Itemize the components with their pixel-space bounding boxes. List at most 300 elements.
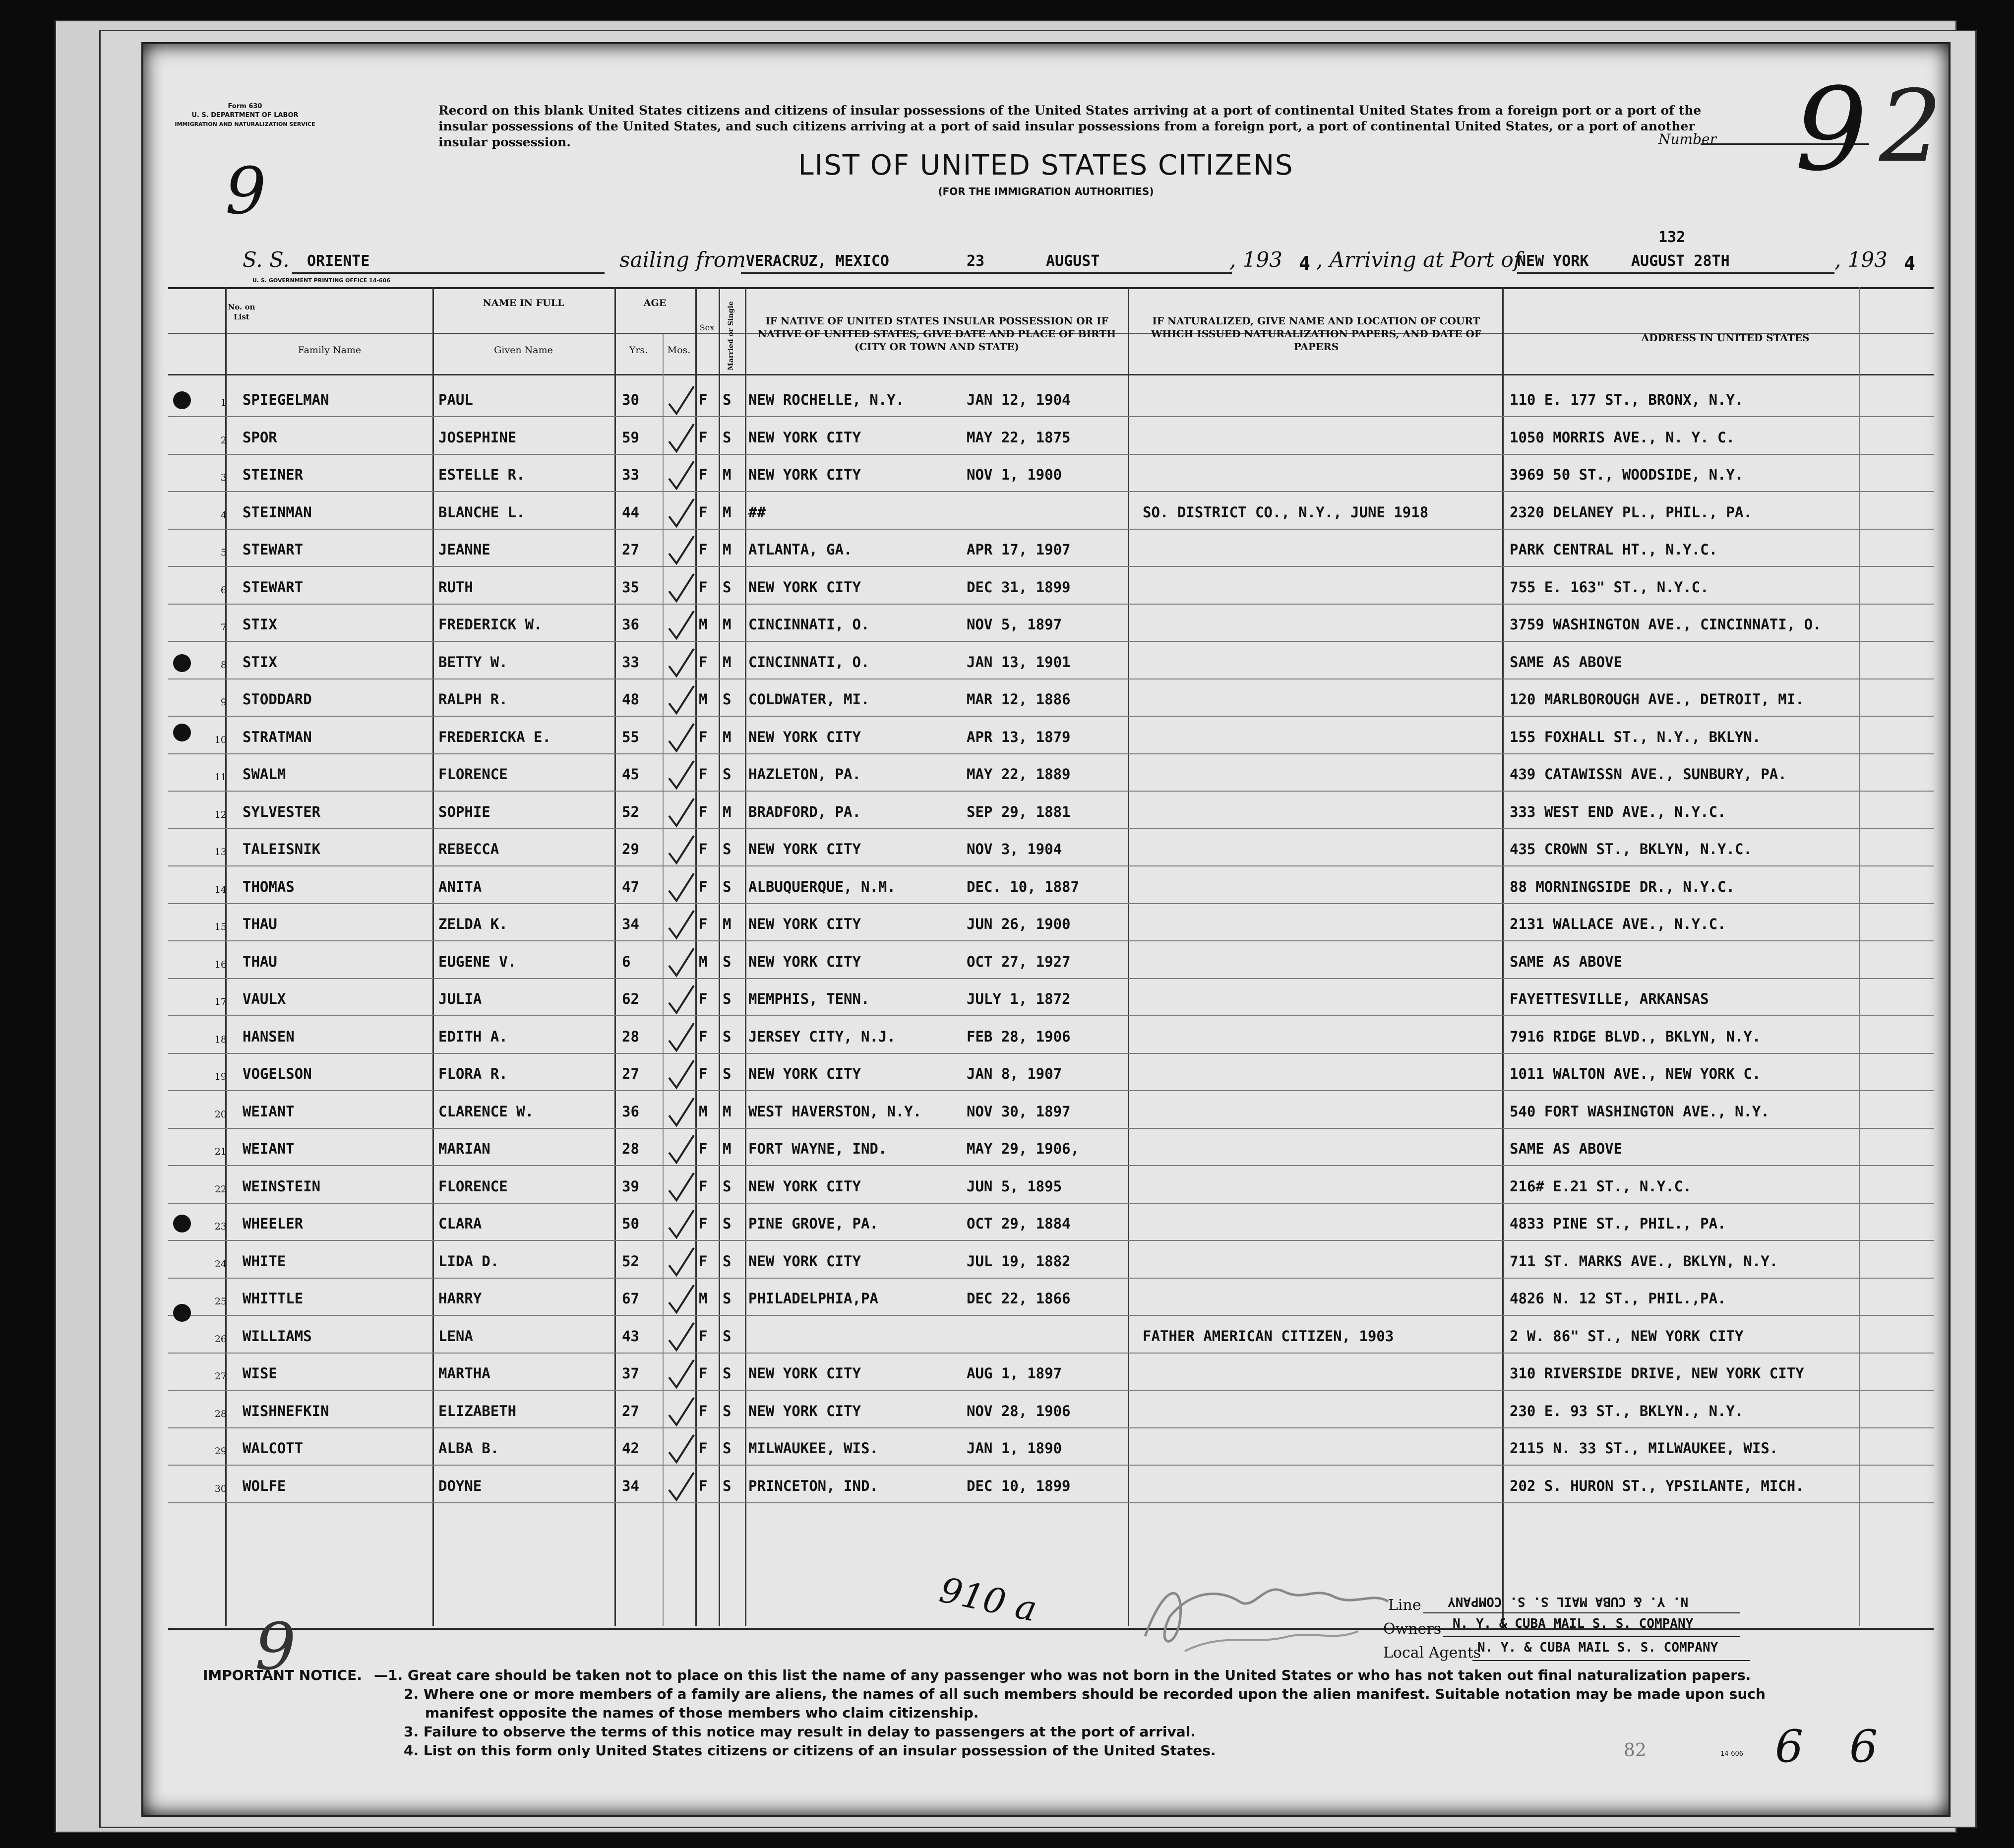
birth-date: MAY 22, 1875	[967, 429, 1071, 446]
family-name: VOGELSON	[243, 1065, 312, 1082]
sex: F	[699, 766, 708, 783]
age-years: 67	[622, 1290, 639, 1307]
check-mark-icon	[664, 534, 699, 568]
family-name: WHITE	[243, 1252, 286, 1270]
birth-date: JAN 13, 1901	[967, 653, 1071, 671]
us-address: SAME AS ABOVE	[1510, 653, 1622, 671]
age-years: 37	[622, 1365, 639, 1382]
marital-status: M	[723, 1140, 732, 1157]
col-no-header: No. on List	[228, 303, 255, 321]
given-name: CLARENCE W.	[438, 1103, 534, 1120]
number-label: Number	[1658, 131, 1716, 147]
row-number: 7	[220, 622, 227, 633]
age-years: 29	[622, 841, 639, 858]
given-name: DOYNE	[438, 1477, 482, 1494]
punch-hole	[173, 391, 191, 409]
row-rule	[168, 1015, 1934, 1016]
col-naturalized-header: IF NATURALIZED, GIVE NAME AND LOCATION OF COURT WHICH ISSUED NATURALIZATION PAPERS, AND DATE OF PAPERS	[1151, 315, 1482, 353]
us-address: SAME AS ABOVE	[1510, 953, 1622, 970]
age-years: 39	[622, 1177, 639, 1195]
handwritten-six-b: 6	[1849, 1721, 1878, 1773]
sex: M	[699, 1290, 708, 1307]
age-years: 52	[622, 1252, 639, 1270]
row-number: 17	[214, 996, 227, 1007]
naturalization: SO. DISTRICT CO., N.Y., JUNE 1918	[1143, 503, 1429, 521]
family-name: STEINER	[243, 466, 304, 483]
line-label: Line	[1388, 1597, 1421, 1614]
arriving-label: , Arriving at Port of	[1316, 247, 1522, 272]
marital-status: M	[723, 1103, 732, 1120]
handwritten-corner-left: 9	[225, 153, 266, 229]
age-years: 27	[622, 541, 639, 558]
marital-status: S	[723, 1215, 732, 1232]
sail-year-digit: 4	[1299, 252, 1310, 274]
given-name: REBECCA	[438, 841, 499, 858]
check-mark-icon	[664, 1096, 699, 1130]
marital-status: S	[723, 1365, 732, 1382]
birth-date: MAY 29, 1906,	[967, 1140, 1079, 1157]
marital-status: S	[723, 1402, 732, 1419]
punch-hole	[173, 1215, 191, 1232]
us-address: 755 E. 163" ST., N.Y.C.	[1510, 578, 1709, 596]
age-years: 59	[622, 429, 639, 446]
age-years: 55	[622, 728, 639, 745]
ship-name: ORIENTE	[307, 252, 370, 270]
given-name: RALPH R.	[438, 691, 508, 708]
row-number: 8	[220, 659, 227, 671]
us-address: 7916 RIDGE BLVD., BKLYN, N.Y.	[1510, 1028, 1761, 1045]
given-name: HARRY	[438, 1290, 482, 1307]
check-mark-icon	[664, 1320, 699, 1355]
sex: F	[699, 1477, 708, 1494]
handwritten-corner-right: 2	[1879, 69, 1943, 185]
family-name: SYLVESTER	[243, 803, 321, 820]
us-address: 1011 WALTON AVE., NEW YORK C.	[1510, 1065, 1761, 1082]
sex: M	[699, 691, 708, 708]
sex: F	[699, 1140, 708, 1157]
us-address: 230 E. 93 ST., BKLYN., N.Y.	[1510, 1402, 1744, 1419]
sail-month: AUGUST	[1046, 252, 1100, 270]
age-years: 36	[622, 1103, 639, 1120]
owners-label: Owners	[1383, 1620, 1442, 1638]
check-mark-icon	[664, 758, 699, 793]
birth-place: NEW YORK CITY	[748, 1177, 861, 1195]
check-mark-icon	[664, 683, 699, 718]
handwritten-number: 9	[1795, 64, 1868, 196]
check-mark-icon	[664, 1058, 699, 1093]
check-mark-icon	[664, 1245, 699, 1280]
col-age-header: AGE	[643, 298, 667, 308]
birth-place: PINE GROVE, PA.	[748, 1215, 878, 1232]
given-name: BETTY W.	[438, 653, 508, 671]
check-mark-icon	[664, 1133, 699, 1168]
given-name: EUGENE V.	[438, 953, 517, 970]
row-rule	[168, 1465, 1934, 1466]
col-given-header: Given Name	[494, 345, 553, 356]
printer-line: U. S. GOVERNMENT PRINTING OFFICE 14-606	[252, 277, 390, 284]
family-name: STEWART	[243, 541, 304, 558]
ss-label: S. S.	[243, 247, 290, 272]
age-years: 28	[622, 1140, 639, 1157]
given-name: CLARA	[438, 1215, 482, 1232]
given-name: SOPHIE	[438, 803, 490, 820]
row-number: 24	[214, 1258, 227, 1270]
family-name: STIX	[243, 616, 277, 633]
family-name: SPOR	[243, 429, 277, 446]
birth-place: NEW YORK CITY	[748, 841, 861, 858]
row-rule	[168, 828, 1934, 829]
form-instructions: Record on this blank United States citizens and citizens of insular possessions of the United States arriving at a port of continental United States from a foreign port or a port of the insular possessions of the United States, and such citizens arriving at a port of said insular possessions from a foreign port, a port of continental United States, or a port of another insular possession.	[438, 103, 1702, 149]
check-mark-icon	[664, 1021, 699, 1055]
age-years: 50	[622, 1215, 639, 1232]
check-mark-icon	[664, 721, 699, 756]
given-name: ALBA B.	[438, 1440, 499, 1457]
birth-date: DEC. 10, 1887	[967, 878, 1079, 895]
row-rule	[168, 641, 1934, 642]
family-name: HANSEN	[243, 1028, 295, 1045]
birth-place: CINCINNATI, O.	[748, 653, 870, 671]
given-name: JULIA	[438, 990, 482, 1007]
row-rule	[168, 491, 1934, 492]
sex: M	[699, 616, 708, 633]
birth-place: WEST HAVERSTON, N.Y.	[748, 1103, 922, 1120]
form-code: 14-606	[1720, 1750, 1744, 1758]
us-address: 439 CATAWISSN AVE., SUNBURY, PA.	[1510, 766, 1787, 783]
birth-date: DEC 31, 1899	[967, 578, 1071, 596]
marital-status: S	[723, 953, 732, 970]
age-years: 6	[622, 953, 631, 970]
row-number: 25	[214, 1296, 227, 1307]
punch-hole	[173, 1304, 191, 1322]
col-mos-header: Mos.	[667, 345, 691, 356]
family-name: STODDARD	[243, 691, 312, 708]
given-name: ZELDA K.	[438, 916, 508, 932]
us-address: 155 FOXHALL ST., N.Y., BKLYN.	[1510, 728, 1761, 745]
age-years: 35	[622, 578, 639, 596]
us-address: 4833 PINE ST., PHIL., PA.	[1510, 1215, 1726, 1232]
birth-place: NEW ROCHELLE, N.Y.	[748, 391, 905, 408]
owners-value: N. Y. & CUBA MAIL S. S. COMPANY	[1453, 1616, 1694, 1631]
row-rule	[168, 903, 1934, 904]
birth-date: NOV 5, 1897	[967, 616, 1062, 633]
sex: M	[699, 1103, 708, 1120]
row-number: 11	[214, 772, 227, 783]
birth-place: FORT WAYNE, IND.	[748, 1140, 887, 1157]
check-mark-icon	[664, 1283, 699, 1317]
given-name: RUTH	[438, 578, 473, 596]
row-number: 14	[214, 884, 227, 895]
birth-place: ALBUQUERQUE, N.M.	[748, 878, 896, 895]
sailing-label: sailing from	[619, 247, 746, 272]
row-rule	[168, 1053, 1934, 1054]
us-address: 333 WEST END AVE., N.Y.C.	[1510, 803, 1726, 820]
sex: F	[699, 503, 708, 521]
row-number: 6	[220, 584, 227, 596]
birth-place: ##	[748, 503, 766, 521]
sex: F	[699, 466, 708, 483]
birth-date: APR 17, 1907	[967, 541, 1071, 558]
birth-place: NEW YORK CITY	[748, 1065, 861, 1082]
sex: F	[699, 1365, 708, 1382]
list-title: LIST OF UNITED STATES CITIZENS	[798, 149, 1294, 182]
row-rule	[168, 753, 1934, 754]
manifest-sheet	[141, 42, 1951, 1817]
sex: M	[699, 953, 708, 970]
family-name: STRATMAN	[243, 728, 312, 745]
family-name: THAU	[243, 953, 277, 970]
sex: F	[699, 1215, 708, 1232]
age-years: 62	[622, 990, 639, 1007]
birth-date: JULY 1, 1872	[967, 990, 1071, 1007]
us-address: 711 ST. MARKS AVE., BKLYN, N.Y.	[1510, 1252, 1778, 1270]
birth-date: SEP 29, 1881	[967, 803, 1071, 820]
col-married-header: Married or Single	[727, 301, 735, 370]
family-name: STIX	[243, 653, 277, 671]
us-address: 310 RIVERSIDE DRIVE, NEW YORK CITY	[1510, 1365, 1804, 1382]
arrival-date: AUGUST 28TH	[1631, 252, 1730, 270]
birth-place: NEW YORK CITY	[748, 916, 861, 932]
check-mark-icon	[664, 384, 699, 419]
marital-status: S	[723, 1290, 732, 1307]
agents-label: Local Agents	[1383, 1644, 1481, 1662]
arrival-port: NEW YORK	[1517, 252, 1589, 270]
birth-date: FEB 28, 1906	[967, 1028, 1071, 1045]
row-number: 13	[214, 847, 227, 858]
row-number: 2	[220, 434, 227, 446]
birth-date: DEC 10, 1899	[967, 1477, 1071, 1494]
given-name: EDITH A.	[438, 1028, 508, 1045]
row-rule	[168, 1315, 1934, 1316]
check-mark-icon	[664, 871, 699, 906]
age-years: 30	[622, 391, 639, 408]
birth-date: JAN 8, 1907	[967, 1065, 1062, 1082]
col-yrs-header: Yrs.	[629, 345, 648, 356]
col-family-header: Family Name	[298, 345, 362, 356]
row-rule	[168, 678, 1934, 679]
form-number: Form 630	[228, 103, 262, 110]
row-number: 26	[214, 1333, 227, 1345]
us-address: 2 W. 86" ST., NEW YORK CITY	[1510, 1327, 1744, 1345]
row-number: 30	[214, 1483, 227, 1494]
row-rule	[168, 529, 1934, 530]
sex: F	[699, 1252, 708, 1270]
marital-status: S	[723, 990, 732, 1007]
notice-item-4: 4. List on this form only United States citizens or citizens of an insular possession of the United States.	[404, 1742, 1216, 1759]
marital-status: S	[723, 1028, 732, 1045]
birth-place: ATLANTA, GA.	[748, 541, 853, 558]
birth-place: NEW YORK CITY	[748, 466, 861, 483]
row-number: 23	[214, 1221, 227, 1232]
row-rule	[168, 940, 1934, 941]
birth-date: DEC 22, 1866	[967, 1290, 1071, 1307]
check-mark-icon	[664, 908, 699, 943]
arrival-year-prefix: , 193	[1834, 247, 1888, 272]
row-number: 29	[214, 1446, 227, 1457]
family-name: STEWART	[243, 578, 304, 596]
agents-value: N. Y. & CUBA MAIL S. S. COMPANY	[1477, 1640, 1718, 1655]
notice-item-3: 3. Failure to observe the terms of this notice may result in delay to passengers at the port of arrival.	[404, 1724, 1196, 1740]
birth-date: OCT 29, 1884	[967, 1215, 1071, 1232]
col-name-header: NAME IN FULL	[483, 298, 564, 308]
row-number: 12	[214, 809, 227, 820]
sex: F	[699, 1028, 708, 1045]
us-address: FAYETTESVILLE, ARKANSAS	[1510, 990, 1709, 1007]
row-number: 9	[220, 697, 227, 708]
row-rule	[168, 1128, 1934, 1129]
family-name: WEIANT	[243, 1103, 295, 1120]
page-stamp: 82	[1624, 1740, 1647, 1761]
given-name: LIDA D.	[438, 1252, 499, 1270]
given-name: JOSEPHINE	[438, 429, 517, 446]
marital-status: M	[723, 916, 732, 932]
us-address: 216# E.21 ST., N.Y.C.	[1510, 1177, 1692, 1195]
birth-date: JUL 19, 1882	[967, 1252, 1071, 1270]
family-name: WISE	[243, 1365, 277, 1382]
marital-status: S	[723, 1327, 732, 1345]
age-years: 42	[622, 1440, 639, 1457]
row-rule	[168, 1165, 1934, 1166]
family-name: WEINSTEIN	[243, 1177, 321, 1195]
marital-status: M	[723, 466, 732, 483]
us-address: 2115 N. 33 ST., MILWAUKEE, WIS.	[1510, 1440, 1778, 1457]
family-name: WHITTLE	[243, 1290, 304, 1307]
us-address: PARK CENTRAL HT., N.Y.C.	[1510, 541, 1718, 558]
age-years: 33	[622, 466, 639, 483]
check-mark-icon	[664, 1470, 699, 1505]
row-number: 3	[220, 472, 227, 483]
family-name: WISHNEFKIN	[243, 1402, 329, 1419]
sex: F	[699, 653, 708, 671]
check-mark-icon	[664, 946, 699, 981]
marital-status: M	[723, 503, 732, 521]
naturalization: FATHER AMERICAN CITIZEN, 1903	[1143, 1327, 1394, 1345]
sex: F	[699, 916, 708, 932]
birth-date: OCT 27, 1927	[967, 953, 1071, 970]
birth-place: HAZLETON, PA.	[748, 766, 861, 783]
check-mark-icon	[664, 609, 699, 643]
age-years: 47	[622, 878, 639, 895]
us-address: 4826 N. 12 ST., PHIL.,PA.	[1510, 1290, 1726, 1307]
row-rule	[168, 978, 1934, 979]
sex: F	[699, 429, 708, 446]
us-address: 540 FORT WASHINGTON AVE., N.Y.	[1510, 1103, 1770, 1120]
age-years: 43	[622, 1327, 639, 1345]
given-name: ESTELLE R.	[438, 466, 525, 483]
row-number: 21	[214, 1146, 227, 1157]
marital-status: S	[723, 841, 732, 858]
birth-place: PRINCETON, IND.	[748, 1477, 878, 1494]
us-address: 1050 MORRIS AVE., N. Y. C.	[1510, 429, 1735, 446]
service-name: IMMIGRATION AND NATURALIZATION SERVICE	[175, 121, 315, 127]
row-number: 28	[214, 1408, 227, 1419]
us-address: 3969 50 ST., WOODSIDE, N.Y.	[1510, 466, 1744, 483]
row-number: 4	[220, 509, 227, 521]
family-name: SPIEGELMAN	[243, 391, 329, 408]
given-name: ELIZABETH	[438, 1402, 517, 1419]
given-name: FLORA R.	[438, 1065, 508, 1082]
notice-item-2b: manifest opposite the names of those members who claim citizenship.	[425, 1705, 979, 1721]
from-port: VERACRUZ, MEXICO	[746, 252, 889, 270]
birth-date: JUN 26, 1900	[967, 916, 1071, 932]
us-address: 120 MARLBOROUGH AVE., DETROIT, MI.	[1510, 691, 1804, 708]
punch-hole	[173, 724, 191, 741]
family-name: SWALM	[243, 766, 286, 783]
sex: F	[699, 803, 708, 820]
row-rule	[168, 1278, 1934, 1279]
family-name: STEINMAN	[243, 503, 312, 521]
row-rule	[168, 1353, 1934, 1354]
family-name: TALEISNIK	[243, 841, 321, 858]
age-years: 36	[622, 616, 639, 633]
row-number: 20	[214, 1109, 227, 1120]
row-number: 5	[220, 547, 227, 558]
us-address: SAME AS ABOVE	[1510, 1140, 1622, 1157]
sex: F	[699, 1440, 708, 1457]
check-mark-icon	[664, 496, 699, 531]
birth-date: NOV 3, 1904	[967, 841, 1062, 858]
marital-status: S	[723, 1177, 732, 1195]
given-name: FLORENCE	[438, 1177, 508, 1195]
birth-date: NOV 28, 1906	[967, 1402, 1071, 1419]
sex: F	[699, 1177, 708, 1195]
check-mark-icon	[664, 422, 699, 456]
family-name: VAULX	[243, 990, 286, 1007]
birth-place: MEMPHIS, TENN.	[748, 990, 870, 1007]
age-years: 34	[622, 1477, 639, 1494]
given-name: ANITA	[438, 878, 482, 895]
handwritten-six-a: 6	[1775, 1721, 1804, 1773]
col-sex-header: Sex	[699, 323, 715, 332]
handwritten-note: 910 a	[936, 1569, 1040, 1630]
row-number: 16	[214, 959, 227, 970]
birth-place: NEW YORK CITY	[748, 953, 861, 970]
notice-item-1: —1. Great care should be taken not to place on this list the name of any passenger who was not born in the United States or who has not taken out final naturalization papers.	[374, 1667, 1751, 1683]
marital-status: S	[723, 1065, 732, 1082]
row-rule	[168, 566, 1934, 567]
row-rule	[168, 865, 1934, 866]
marital-status: M	[723, 616, 732, 633]
birth-place: NEW YORK CITY	[748, 578, 861, 596]
marital-status: S	[723, 1252, 732, 1270]
birth-date: MAR 12, 1886	[967, 691, 1071, 708]
us-address: 202 S. HURON ST., YPSILANTE, MICH.	[1510, 1477, 1804, 1494]
birth-place: MILWAUKEE, WIS.	[748, 1440, 878, 1457]
birth-date: MAY 22, 1889	[967, 766, 1071, 783]
sex: F	[699, 1327, 708, 1345]
row-number: 22	[214, 1183, 227, 1195]
birth-date: APR 13, 1879	[967, 728, 1071, 745]
us-address: 88 MORNINGSIDE DR., N.Y.C.	[1510, 878, 1735, 895]
age-years: 33	[622, 653, 639, 671]
list-subtitle: (FOR THE IMMIGRATION AUTHORITIES)	[938, 185, 1154, 197]
sex: F	[699, 990, 708, 1007]
sex: F	[699, 878, 708, 895]
birth-place: NEW YORK CITY	[748, 1402, 861, 1419]
given-name: MARTHA	[438, 1365, 490, 1382]
age-years: 28	[622, 1028, 639, 1045]
sex: F	[699, 1065, 708, 1082]
marital-status: M	[723, 728, 732, 745]
important-notice-heading: IMPORTANT NOTICE.	[203, 1667, 362, 1683]
birth-date: AUG 1, 1897	[967, 1365, 1062, 1382]
check-mark-icon	[664, 983, 699, 1018]
birth-place: NEW YORK CITY	[748, 1365, 861, 1382]
birth-date: JAN 12, 1904	[967, 391, 1071, 408]
row-rule	[168, 791, 1934, 792]
marital-status: S	[723, 1440, 732, 1457]
birth-place: BRADFORD, PA.	[748, 803, 861, 820]
check-mark-icon	[664, 833, 699, 868]
